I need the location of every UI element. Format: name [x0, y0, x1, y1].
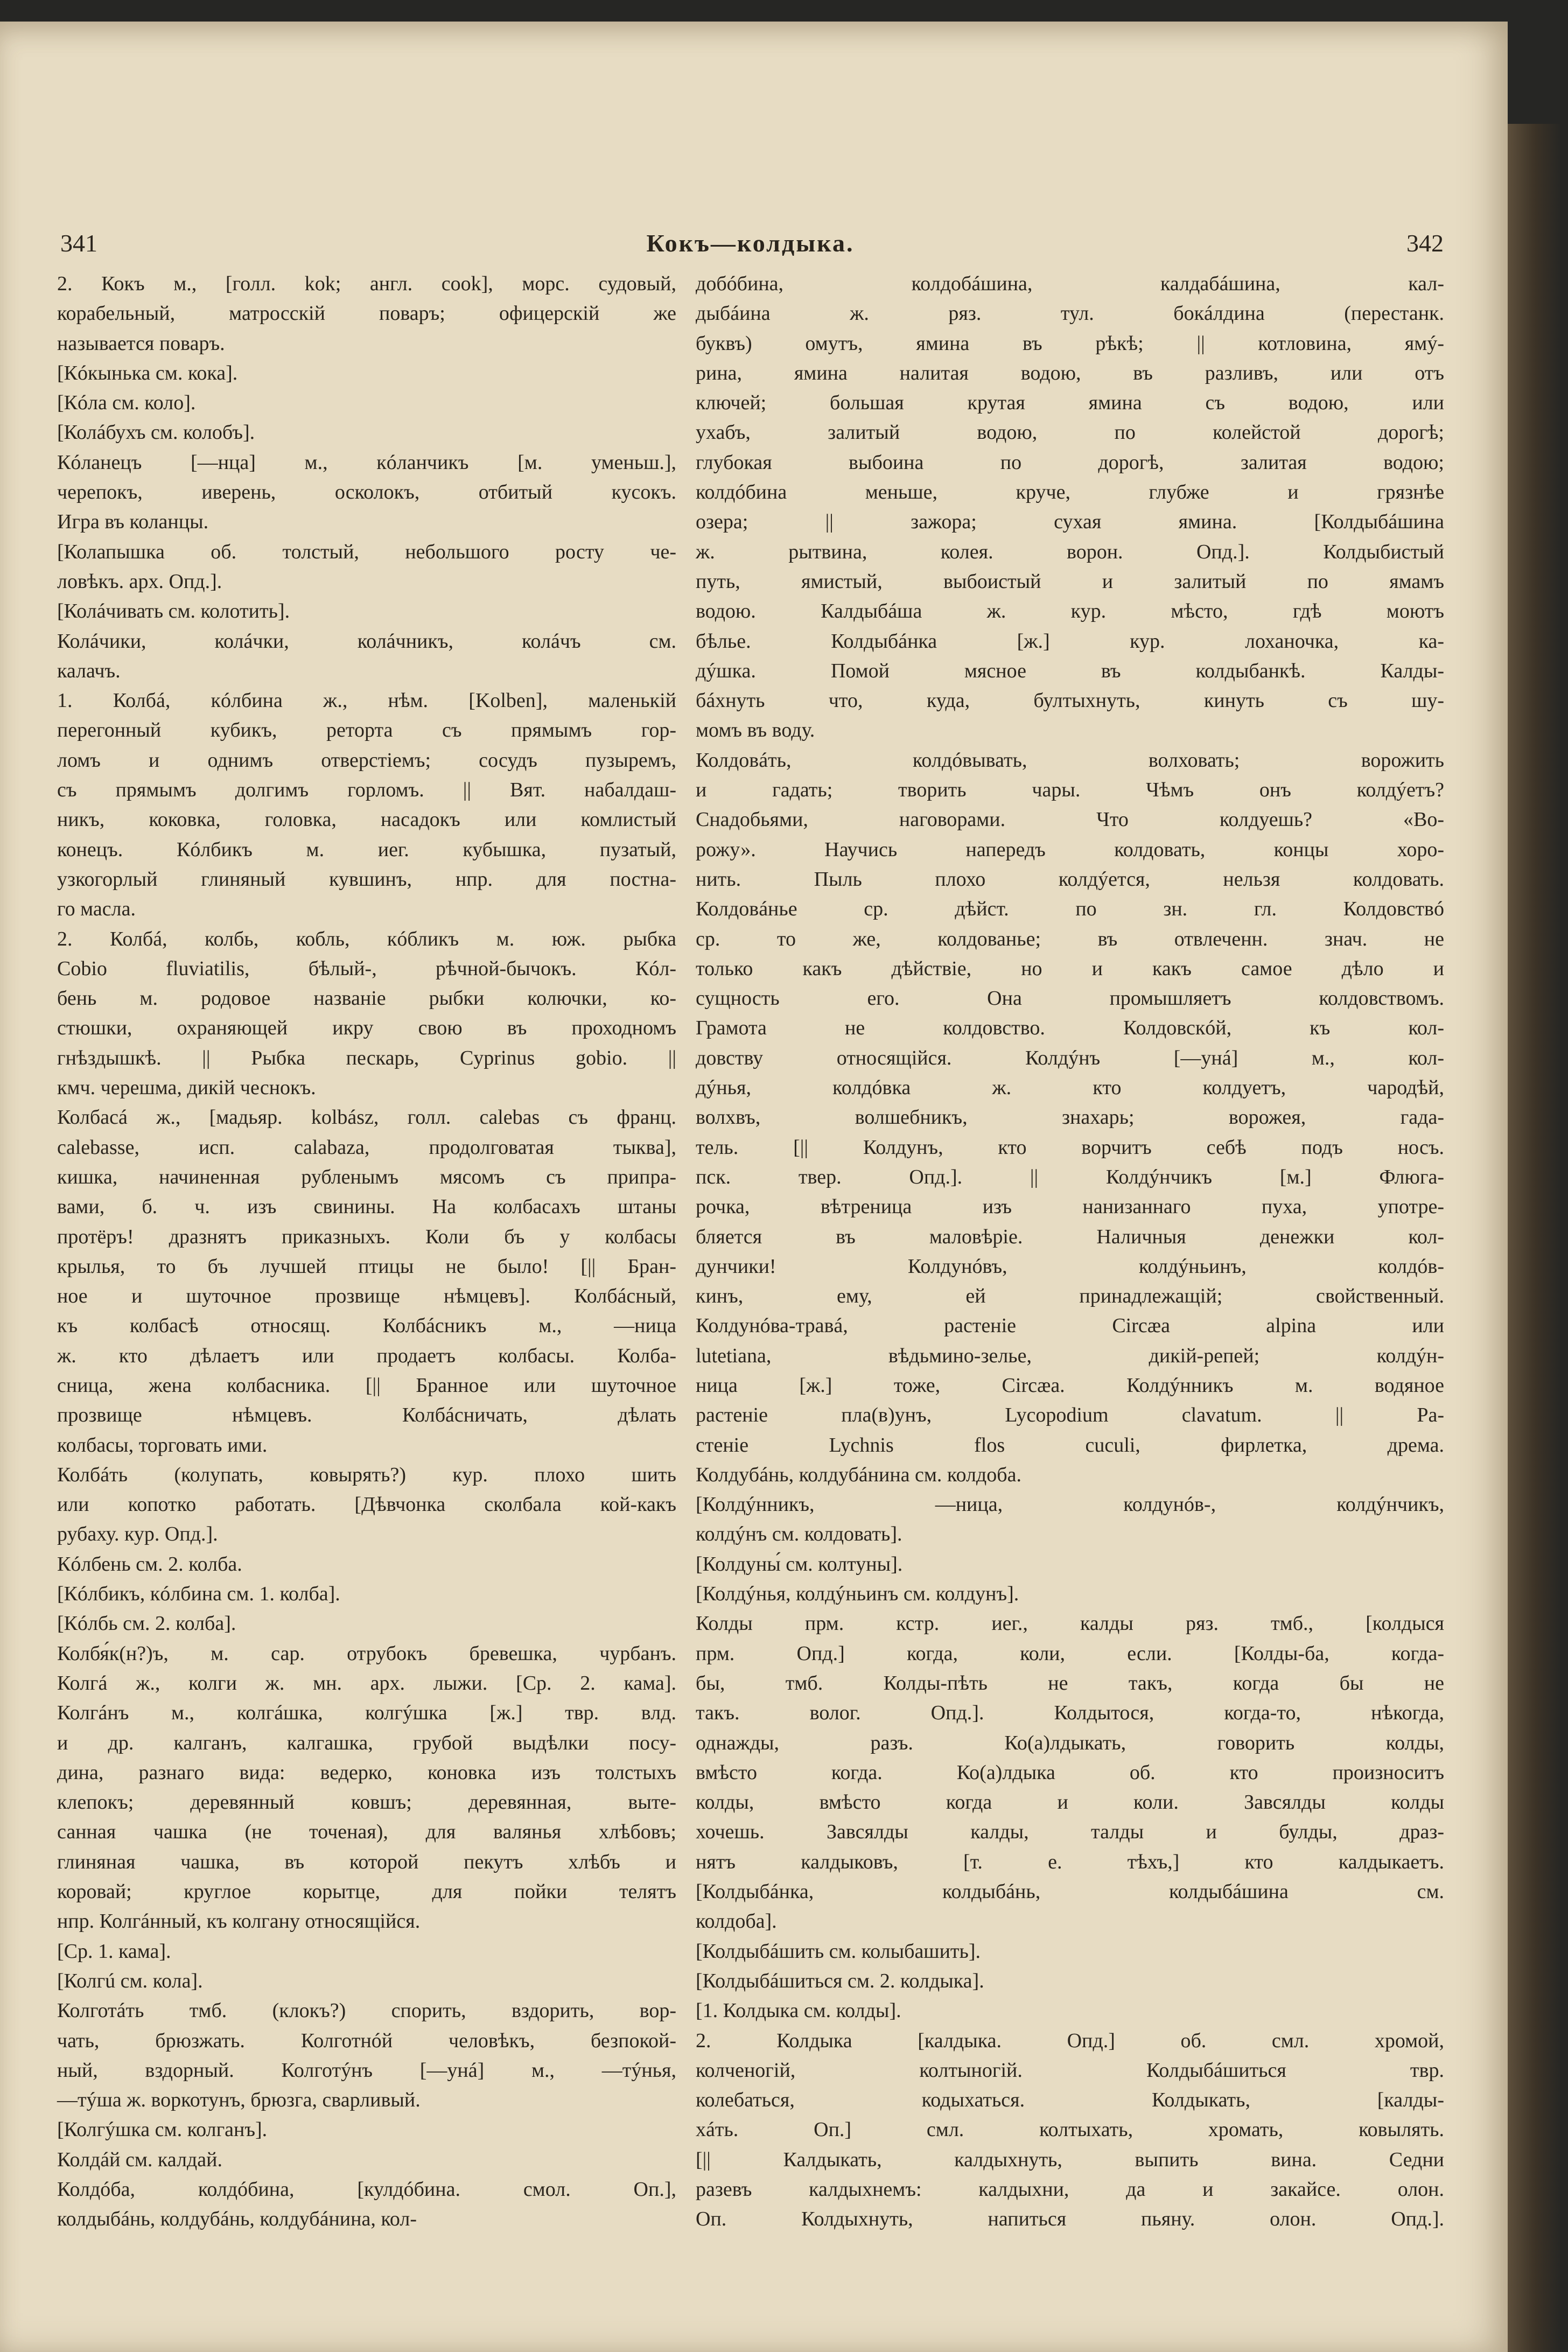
text-line: разевъ калдыхнемъ: калдыхни, да и закайсе. олон. [696, 2178, 1444, 2201]
text-line: кмч. черешма, дикій чеснокъ. [57, 1076, 316, 1100]
text-line: Кóлбень см. 2. колба. [57, 1552, 242, 1576]
text-line: никъ, коковка, головка, насадокъ или комлистый [57, 808, 676, 831]
text-line: клепокъ; деревянный ковшъ; деревянная, выте- [57, 1791, 676, 1814]
page-number-left: 341 [60, 229, 97, 257]
text-line: чать, брюзжать. Колготнóй человѣкъ, безпокой- [57, 2029, 676, 2052]
text-line: рубаху. кур. Опд.]. [57, 1523, 218, 1546]
text-line: ловѣкъ. арх. Опд.]. [57, 570, 222, 593]
left-column [57, 269, 676, 2235]
page-header [57, 229, 1444, 267]
text-line: Оп. Колдыхнуть, напиться пьяну. олон. Опд.]. [696, 2208, 1444, 2231]
text-line: ключей; большая крутая ямина съ водою, или [696, 391, 1444, 415]
text-line: [Колдýнья, колдýньинъ см. колдунъ]. [696, 1583, 1019, 1606]
text-line: колебаться, кодыхаться. Колдыкать, [калды- [696, 2089, 1444, 2112]
page-number-right: 342 [1406, 229, 1444, 257]
text-line: Колбáть (колупать, ковырять?) кур. плохо шить [57, 1463, 676, 1486]
text-line: ср. то же, колдованье; въ отвлеченн. знач. не [696, 927, 1444, 950]
text-line: нятъ калдыковъ, [т. е. тѣхъ,] кто калдыкаетъ. [696, 1850, 1444, 1873]
text-line: колбасы, торговать ими. [57, 1433, 268, 1457]
text-line: сущность его. Она промышляетъ колдовствомъ. [696, 987, 1444, 1010]
text-line: вами, б. ч. изъ свинины. На колбасахъ штаны [57, 1195, 676, 1219]
text-line: стюшки, охраняющей икру свою въ проходномъ [57, 1017, 676, 1040]
text-line: [Ср. 1. кама]. [57, 1940, 171, 1963]
text-line: [Колдыбáнка, колдыбáнь, колдыбáшина см. [696, 1880, 1444, 1903]
text-line: дыбáина ж. ряз. тул. бокáлдина (перестанк. [696, 302, 1444, 325]
text-line: колдýнъ см. колдовать]. [696, 1523, 902, 1546]
text-line: коровай; круглое корытце, для пойки телятъ [57, 1880, 676, 1903]
text-line: глиняная чашка, въ которой пекутъ хлѣбъ и [57, 1850, 676, 1873]
text-line: прозвище нѣмцевъ. Колбáсничать, дѣлать [57, 1404, 676, 1427]
text-line: колченогій, колтыногій. Колдыбáшиться твр. [696, 2059, 1444, 2082]
text-line: колдоба]. [696, 1910, 777, 1933]
text-line: Кóланецъ [—нца] м., кóланчикъ [м. уменьш.], [57, 451, 676, 474]
text-line: глубокая выбоина по дорогѣ, залитая водою; [696, 451, 1444, 474]
text-line: конецъ. Кóлбикъ м. иег. кубышка, пузатый, [57, 838, 676, 861]
text-line: Колгáнъ м., колгáшка, колгýшка [ж.] твр. влд. [57, 1702, 676, 1725]
text-line: рина, ямина налитая водою, въ разливъ, или отъ [696, 361, 1444, 384]
text-line: Колдубáнь, колдубáнина см. колдоба. [696, 1463, 1021, 1486]
text-line: озера; || зажора; сухая ямина. [Колдыбáшина [696, 510, 1444, 534]
text-line: 1. Колбá, кóлбина ж., нѣм. [Kolben], маленькій [57, 689, 676, 712]
text-line: бень м. родовое названіе рыбки колючки, ко- [57, 987, 676, 1010]
text-line: Колды прм. кстр. иег., калды ряз. тмб., [колдыся [696, 1612, 1444, 1635]
text-line: и др. калганъ, калгашка, грубой выдѣлки посу- [57, 1731, 676, 1754]
text-line: кинъ, ему, ей принадлежащій; свойственный. [696, 1285, 1444, 1308]
text-line: Колготáть тмб. (клокъ?) спорить, вздорить, вор- [57, 1999, 676, 2022]
text-line: только какъ дѣйствіе, но и какъ самое дѣло и [696, 957, 1444, 980]
text-line: [Колгýшка см. колганъ]. [57, 2118, 268, 2141]
text-line: го масла. [57, 898, 136, 921]
text-line: узкогорлый глиняный кувшинъ, нпр. для постна- [57, 867, 676, 891]
text-line: Cobio fluviatilis, бѣлый-, рѣчной-бычокъ. Кóл- [57, 957, 676, 980]
text-line: [|| Калдыкать, калдыхнуть, выпить вина. Седни [696, 2148, 1444, 2171]
text-line: [Кóлбикъ, кóлбина см. 1. колба]. [57, 1583, 340, 1606]
text-line: ница [ж.] тоже, Circæa. Колдýнникъ м. водяное [696, 1374, 1444, 1397]
text-line: колдыбáнь, колдубáнь, колдубáнина, кол- [57, 2208, 417, 2231]
text-line: [Колдыбáшиться см. 2. колдыка]. [696, 1969, 984, 1992]
text-line: санная чашка (не точеная), для валянья хлѣбовъ; [57, 1821, 676, 1844]
text-line: черепокъ, иверень, осколокъ, отбитый кусокъ. [57, 481, 676, 504]
text-line: гнѣздышкѣ. || Рыбка пескарь, Cyprinus gobio. || [57, 1046, 676, 1069]
text-line: бáхнуть что, куда, бултыхнуть, кинуть съ шу- [696, 689, 1444, 712]
text-line: [Кóкынька см. кока]. [57, 361, 238, 384]
text-line: называется поваръ. [57, 332, 225, 355]
text-line: хáть. Оп.] смл. колтыхать, хромать, ковылять. [696, 2118, 1444, 2141]
text-line: растеніе пла(в)унъ, Lycopodium clavatum. || Ра- [696, 1404, 1444, 1427]
text-line: пск. твер. Опд.]. || Колдýнчикъ [м.] Флюга- [696, 1165, 1444, 1188]
text-line: Колбя́к(н?)ъ, м. сар. отрубокъ бревешка, чурбанъ. [57, 1642, 676, 1665]
text-line: [Колдýнникъ, —ница, колдунóв-, колдýнчикъ, [696, 1493, 1444, 1516]
text-line: къ колбасѣ относящ. Колбáсникъ м., —ница [57, 1314, 676, 1338]
text-line: калачъ. [57, 659, 121, 682]
text-line: протёръ! дразнятъ приказныхъ. Коли бъ у колбасы [57, 1225, 676, 1248]
text-line: [Кóла см. коло]. [57, 391, 196, 415]
text-line: корабельный, матросскій поваръ; офицерскій же [57, 302, 676, 325]
text-line: [Кóлбь см. 2. колба]. [57, 1612, 236, 1635]
text-line: сница, жена колбасника. [|| Бранное или шуточное [57, 1374, 676, 1397]
text-line: [Колдыбáшить см. колыбашить]. [696, 1940, 981, 1963]
text-line: колдóбина меньше, круче, глубже и грязнѣе [696, 481, 1444, 504]
text-line: такъ. волог. Опд.]. Колдытося, когда-то, нѣкогда, [696, 1702, 1444, 1725]
text-line: дунчики! Колдунóвъ, колдýньинъ, колдóв- [696, 1255, 1444, 1278]
text-line: кишка, начиненная рубленымъ мясомъ съ припра- [57, 1165, 676, 1188]
text-line: calebasse, исп. calabaza, продолговатая тыква], [57, 1136, 676, 1159]
text-line: Колдунóва-травá, растеніе Circæa alpina или [696, 1314, 1444, 1338]
text-line: Колдовáть, колдóвывать, волховать; ворожить [696, 748, 1444, 772]
text-line: съ прямымъ долгимъ горломъ. || Вят. набалдаш- [57, 779, 676, 802]
text-line: буквъ) омутъ, ямина въ рѣкѣ; || котловина, ямý- [696, 332, 1444, 355]
text-line: бѣлье. Колдыбáнка [ж.] кур. лоханочка, ка- [696, 629, 1444, 653]
text-line: добóбина, колдобáшина, калдабáшина, кал- [696, 272, 1444, 295]
text-line: Игра въ коланцы. [57, 510, 209, 534]
text-line: бляется въ маловѣріе. Наличныя денежки кол- [696, 1225, 1444, 1248]
text-line: момъ въ воду. [696, 719, 815, 742]
text-line: волхвъ, волшебникъ, знахарь; ворожея, гада- [696, 1106, 1444, 1129]
text-line: нпр. Колгáнный, къ колгану относящійся. [57, 1910, 421, 1933]
text-line: перегонный кубикъ, реторта съ прямымъ гор- [57, 719, 676, 742]
text-line: Колдóба, колдóбина, [кулдóбина. смол. Оп.], [57, 2178, 676, 2201]
text-line: дина, разнаго вида: ведерко, коновка изъ толстыхъ [57, 1761, 676, 1784]
text-line: дýнья, колдóвка ж. кто колдуетъ, чародѣй, [696, 1076, 1444, 1100]
text-line: Колáчики, колáчки, колáчникъ, колáчъ см. [57, 629, 676, 653]
text-line: рожу». Научись напередъ колдовать, концы хоро- [696, 838, 1444, 861]
text-line: Колдовáнье ср. дѣйст. по зн. гл. Колдовствó [696, 898, 1444, 921]
text-line: дýшка. Помой мясное въ колдыбанкѣ. Калды- [696, 659, 1444, 682]
text-line: Колбасá ж., [мадьяр. kolbász, голл. calebas съ франц. [57, 1106, 676, 1129]
right-column [696, 269, 1444, 2235]
text-line: или копотко работать. [Дѣвчонка сколбала кой-какъ [57, 1493, 676, 1516]
text-line: водою. Калдыбáша ж. кур. мѣсто, гдѣ моютъ [696, 600, 1444, 623]
text-line: и гадать; творить чары. Чѣмъ онъ колдýетъ? [696, 779, 1444, 802]
text-line: 2. Колбá, колбь, кобль, кóбликъ м. юж. рыбка [57, 927, 676, 950]
text-line: нить. Пыль плохо колдýется, нельзя колдовать. [696, 867, 1444, 891]
text-line: колды, вмѣсто когда и коли. Завсялды колды [696, 1791, 1444, 1814]
text-line: вмѣсто когда. Ко(а)лдыка об. кто произноситъ [696, 1761, 1444, 1784]
text-line: [Колгú см. кола]. [57, 1969, 203, 1992]
text-line: хочешь. Завсялды калды, талды и булды, драз- [696, 1821, 1444, 1844]
text-line: 2. Кокъ м., [голл. kok; англ. cook], морс. судовый, [57, 272, 676, 295]
text-line: [1. Колдыка см. колды]. [696, 1999, 901, 2022]
text-line: ж. рытвина, колея. ворон. Опд.]. Колдыбистый [696, 540, 1444, 563]
text-line: крылья, то бъ лучшей птицы не было! [|| Бран- [57, 1255, 676, 1278]
text-line: прм. Опд.] когда, коли, если. [Колды-ба, когда- [696, 1642, 1444, 1665]
text-line: бы, тмб. Колды-пѣть не такъ, когда бы не [696, 1671, 1444, 1695]
text-line: lutetiana, вѣдьмино-зелье, дикій-репей; колдýн- [696, 1344, 1444, 1367]
text-line: [Колапышка об. толстый, небольшого росту че- [57, 540, 676, 563]
text-line: однажды, разъ. Ко(а)лдыкать, говорить колды, [696, 1731, 1444, 1754]
text-line: ный, вздорный. Колготýнъ [—унá] м., —тýнья, [57, 2059, 676, 2082]
text-line: ное и шуточное прозвище нѣмцевъ]. Колбáсный, [57, 1285, 676, 1308]
text-line: [Колáчивать см. колотить]. [57, 600, 290, 623]
text-line: рочка, вѣтреница изъ нанизаннаго пуха, употре- [696, 1195, 1444, 1219]
text-line: —тýша ж. воркотунъ, брюзга, сварливый. [57, 2089, 421, 2112]
text-line: [Колдуны́ см. колтуны]. [696, 1552, 903, 1576]
text-line: ж. кто дѣлаетъ или продаетъ колбасы. Колба- [57, 1344, 676, 1367]
text-line: ухабъ, залитый водою, по колейстой дорогѣ; [696, 421, 1444, 444]
text-line: ломъ и однимъ отверстіемъ; сосудъ пузыремъ, [57, 748, 676, 772]
running-title: Кокъ—колдыка. [646, 229, 855, 257]
text-line: Грамота не колдовство. Колдовскóй, къ кол- [696, 1017, 1444, 1040]
text-line: Снадобьями, наговорами. Что колдуешь? «Во- [696, 808, 1444, 831]
text-line: стеніе Lychnis flos cuculi, фирлетка, дрема. [696, 1433, 1444, 1457]
text-line: путь, ямистый, выбоистый и залитый по ямамъ [696, 570, 1444, 593]
text-line: довству относящійся. Колдýнъ [—унá] м., кол- [696, 1046, 1444, 1069]
text-line: [Колáбухъ см. колобъ]. [57, 421, 255, 444]
text-line: Колгá ж., колги ж. мн. арх. лыжи. [Ср. 2. кама]. [57, 1671, 676, 1695]
text-line: тель. [|| Колдунъ, кто ворчитъ себѣ подъ носъ. [696, 1136, 1444, 1159]
text-line: Колдáй см. калдай. [57, 2148, 222, 2171]
text-line: 2. Колдыка [калдыка. Опд.] об. смл. хромой, [696, 2029, 1444, 2052]
